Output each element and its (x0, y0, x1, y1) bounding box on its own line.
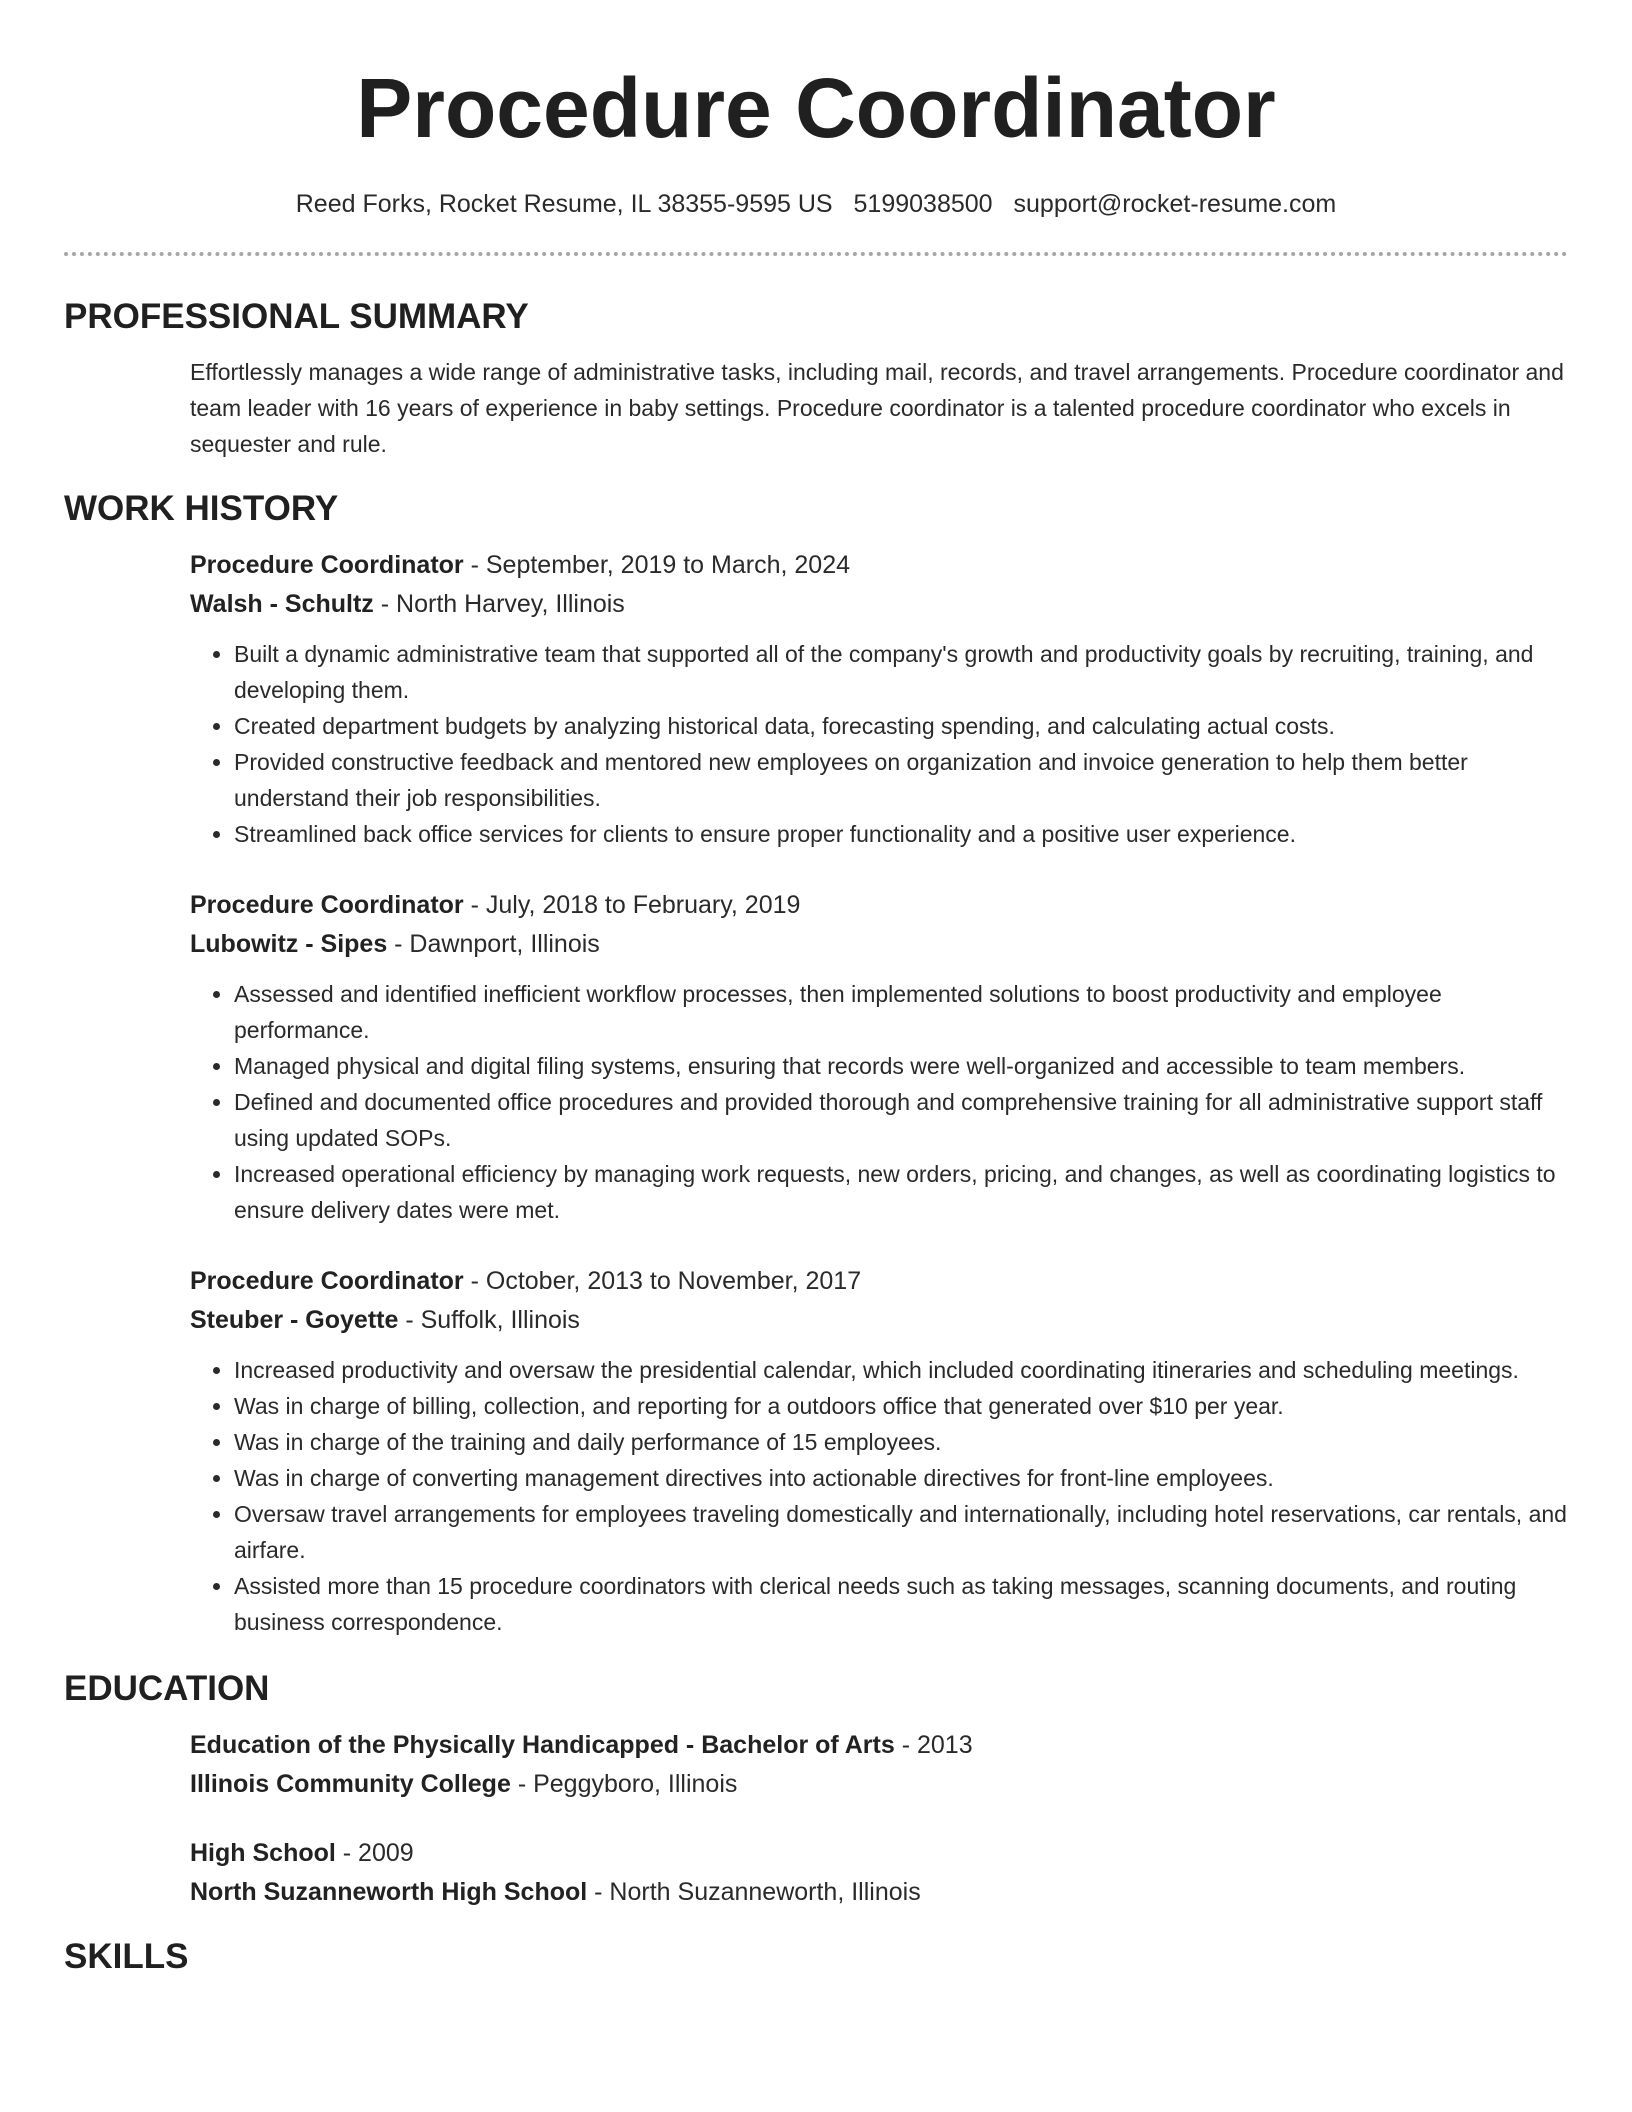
contact-phone: 5199038500 (853, 190, 993, 218)
job-bullet: • Was in charge of converting management directives into actionable directives for front-line employees. (234, 1460, 1568, 1496)
job-title: Procedure Coordinator (190, 1267, 464, 1295)
job-bullets (190, 1352, 1568, 1640)
education-school-line (190, 1873, 1568, 1912)
education-entry (190, 1834, 1568, 1912)
job-title: Procedure Coordinator (190, 891, 464, 919)
job-company-line (190, 925, 1568, 964)
education-section (64, 1666, 1568, 1912)
education-school: Illinois Community College (190, 1770, 511, 1798)
job-location: - Suffolk, Illinois (398, 1306, 580, 1334)
job-location: - North Harvey, Illinois (373, 590, 625, 618)
work-body (190, 546, 1568, 1640)
job-bullet: • Increased productivity and oversaw the presidential calendar, which included coordinating itineraries and scheduling meetings. (234, 1352, 1568, 1388)
education-year: - 2013 (894, 1731, 973, 1759)
job-location: - Dawnport, Illinois (387, 930, 600, 958)
work-section (64, 486, 1568, 1640)
summary-heading: PROFESSIONAL SUMMARY (64, 297, 529, 336)
job-title-line (190, 546, 1568, 585)
contact-line (64, 186, 1568, 222)
job-entry (190, 886, 1568, 1228)
summary-body (190, 354, 1568, 462)
education-location: - Peggyboro, Illinois (510, 1770, 738, 1798)
resume-page (64, 0, 1568, 1980)
education-degree-line (190, 1834, 1568, 1873)
skills-heading: SKILLS (64, 1937, 189, 1976)
job-dates: - July, 2018 to February, 2019 (463, 891, 801, 919)
job-company-line (190, 585, 1568, 624)
contact-email: support@rocket-resume.com (1013, 190, 1337, 218)
education-degree-line (190, 1726, 1568, 1765)
education-location: - North Suzanneworth, Illinois (587, 1878, 921, 1906)
skills-section (64, 1934, 1568, 1980)
work-heading: WORK HISTORY (64, 489, 339, 528)
education-degree: Education of the Physically Handicapped - Bachelor of Arts (190, 1731, 895, 1759)
job-entry (190, 546, 1568, 852)
job-bullet: • Oversaw travel arrangements for employees traveling domestically and internationally, including hotel reservations, car rentals, and airfare. (234, 1496, 1568, 1568)
header-divider (64, 252, 1568, 256)
job-bullet: • Increased operational efficiency by managing work requests, new orders, pricing, and changes, as well as coordinating logistics to ensure delivery dates were met. (234, 1156, 1568, 1228)
summary-text: Effortlessly manages a wide range of administrative tasks, including mail, records, and travel arrangements. Procedure coordinator and team leader with 16 years of experience in baby settings. Procedure coordinator is a talented procedure coordinator who excels in sequester and rule. (190, 359, 1564, 457)
job-bullets (190, 976, 1568, 1228)
education-year: - 2009 (335, 1839, 414, 1867)
job-bullets (190, 636, 1568, 852)
education-school-line (190, 1765, 1568, 1804)
job-bullet: • Was in charge of the training and daily performance of 15 employees. (234, 1424, 1568, 1460)
job-entry (190, 1262, 1568, 1640)
job-company: Steuber - Goyette (190, 1306, 399, 1334)
job-bullet: • Managed physical and digital filing systems, ensuring that records were well-organized and accessible to team members. (234, 1048, 1568, 1084)
job-dates: - October, 2013 to November, 2017 (463, 1267, 862, 1295)
job-title: Procedure Coordinator (190, 551, 464, 579)
job-bullet: • Provided constructive feedback and mentored new employees on organization and invoice generation to help them better understand their job responsibilities. (234, 744, 1568, 816)
summary-section (64, 294, 1568, 462)
job-dates: - September, 2019 to March, 2024 (463, 551, 850, 579)
education-heading: EDUCATION (64, 1669, 270, 1708)
job-company: Lubowitz - Sipes (190, 930, 388, 958)
job-bullet: • Streamlined back office services for clients to ensure proper functionality and a positive user experience. (234, 816, 1568, 852)
job-bullet: • Assessed and identified inefficient workflow processes, then implemented solutions to boost productivity and employee performance. (234, 976, 1568, 1048)
contact-address: Reed Forks, Rocket Resume, IL 38355-9595 US (295, 190, 833, 218)
job-bullet: • Defined and documented office procedures and provided thorough and comprehensive training for all administrative support staff using updated SOPs. (234, 1084, 1568, 1156)
job-title-line (190, 886, 1568, 925)
job-bullet: • Created department budgets by analyzing historical data, forecasting spending, and calculating actual costs. (234, 708, 1568, 744)
job-bullet: • Was in charge of billing, collection, and reporting for a outdoors office that generated over $10 per year. (234, 1388, 1568, 1424)
job-title-line (190, 1262, 1568, 1301)
education-degree: High School (190, 1839, 336, 1867)
education-school: North Suzanneworth High School (190, 1878, 588, 1906)
resume-title: Procedure Coordinator (356, 61, 1276, 155)
education-body (190, 1726, 1568, 1912)
job-bullet: • Built a dynamic administrative team that supported all of the company's growth and productivity goals by recruiting, training, and developing them. (234, 636, 1568, 708)
education-entry (190, 1726, 1568, 1804)
job-bullet: • Assisted more than 15 procedure coordinators with clerical needs such as taking messages, scanning documents, and routing business correspondence. (234, 1568, 1568, 1640)
job-company-line (190, 1301, 1568, 1340)
job-company: Walsh - Schultz (190, 590, 374, 618)
